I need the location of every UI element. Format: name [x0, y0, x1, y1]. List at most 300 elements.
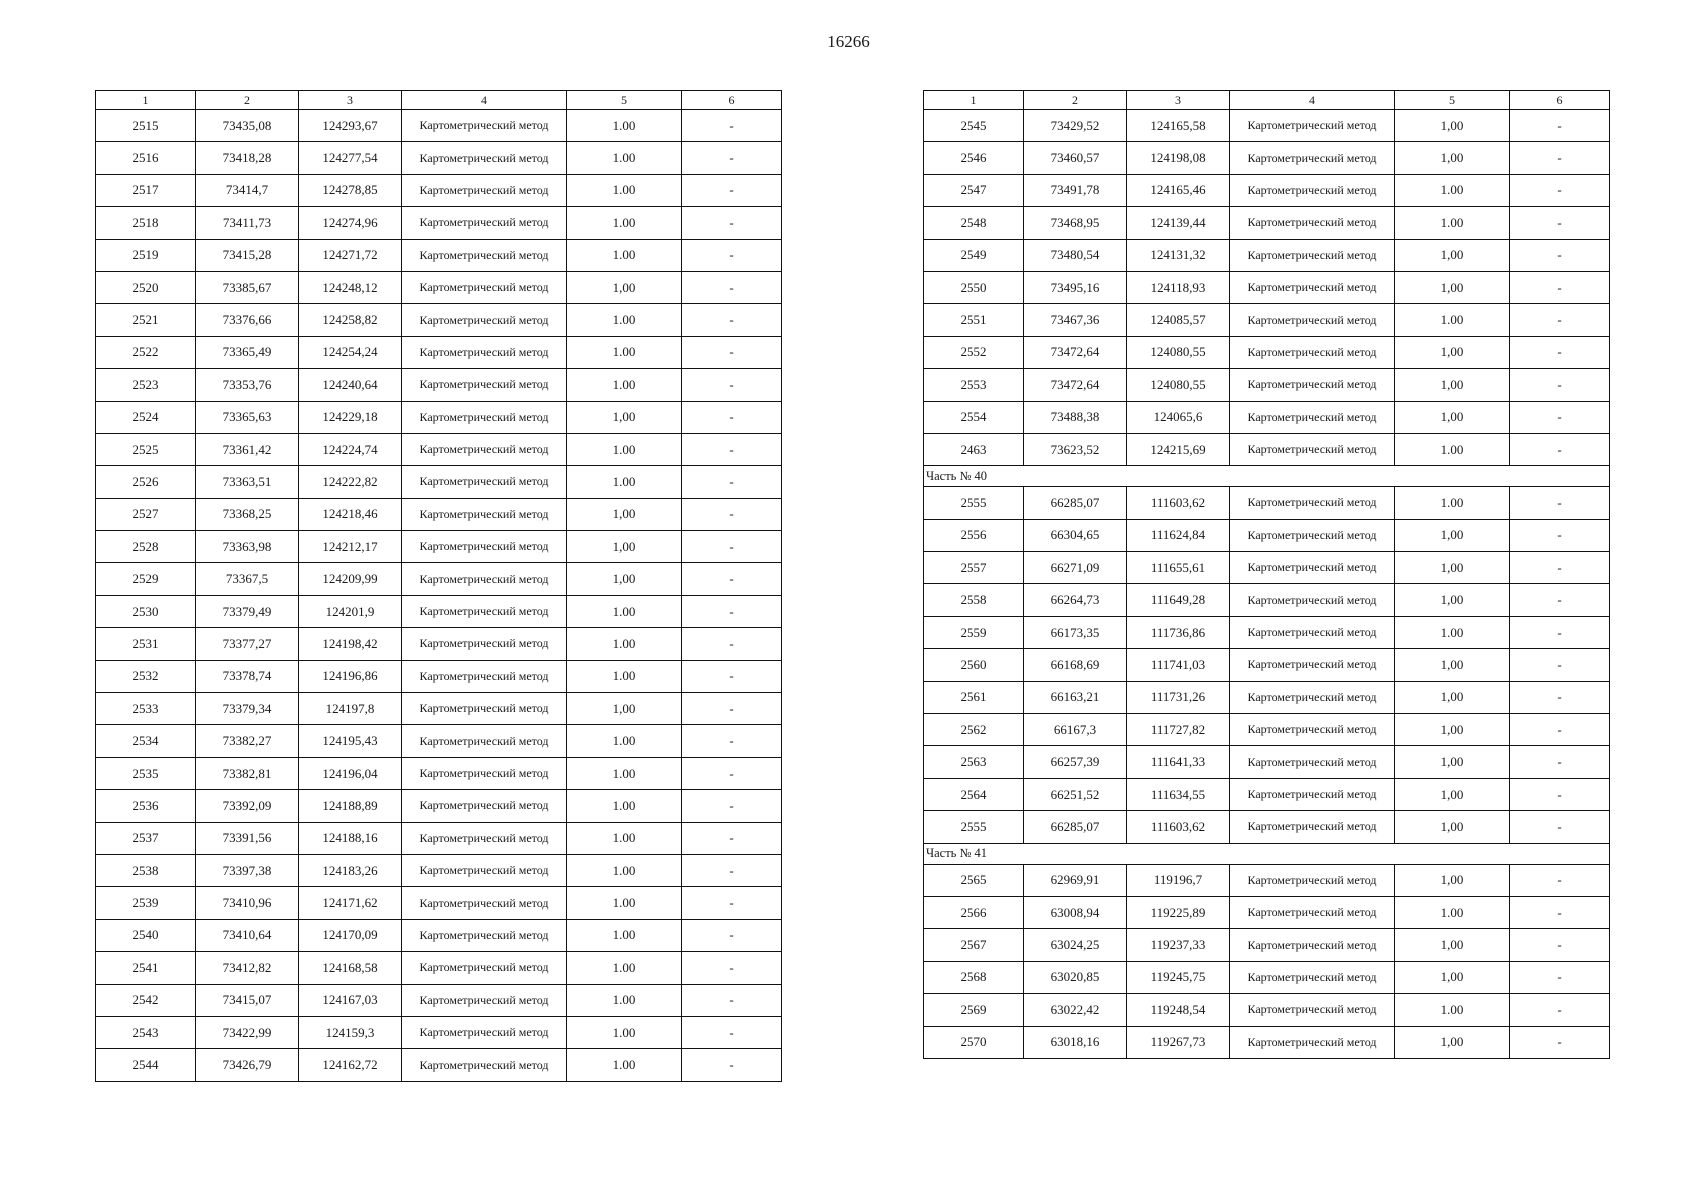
- x-coordinate-cell: 73415,07: [196, 984, 299, 1016]
- table-row: [96, 369, 782, 401]
- y-coordinate-cell: 124277,54: [299, 142, 402, 174]
- note-cell: -: [1510, 142, 1610, 174]
- note-cell: -: [682, 595, 782, 627]
- accuracy-cell: 1.00: [567, 174, 682, 206]
- x-coordinate-cell: 73379,34: [196, 693, 299, 725]
- accuracy-cell: 1.00: [567, 952, 682, 984]
- accuracy-cell: 1,00: [567, 401, 682, 433]
- method-cell: Картометрический метод: [402, 919, 567, 951]
- point-number-cell: 2540: [96, 919, 196, 951]
- table-row: [924, 142, 1610, 174]
- point-number-cell: 2555: [924, 487, 1024, 519]
- accuracy-cell: 1,00: [1395, 401, 1510, 433]
- method-cell: Картометрический метод: [402, 174, 567, 206]
- table-row: [924, 1026, 1610, 1058]
- y-coordinate-cell: 124159,3: [299, 1016, 402, 1048]
- x-coordinate-cell: 73418,28: [196, 142, 299, 174]
- point-number-cell: 2549: [924, 239, 1024, 271]
- table-row: [96, 563, 782, 595]
- x-coordinate-cell: 73429,52: [1024, 110, 1127, 142]
- method-cell: Картометрический метод: [1230, 681, 1395, 713]
- y-coordinate-cell: 119267,73: [1127, 1026, 1230, 1058]
- y-coordinate-cell: 111603,62: [1127, 811, 1230, 843]
- note-cell: -: [1510, 304, 1610, 336]
- method-cell: Картометрический метод: [402, 271, 567, 303]
- note-cell: -: [1510, 110, 1610, 142]
- x-coordinate-cell: 73623,52: [1024, 433, 1127, 465]
- method-cell: Картометрический метод: [1230, 207, 1395, 239]
- note-cell: -: [682, 693, 782, 725]
- column-header: 3: [1127, 91, 1230, 110]
- accuracy-cell: 1,00: [1395, 778, 1510, 810]
- accuracy-cell: 1.00: [1395, 304, 1510, 336]
- point-number-cell: 2555: [924, 811, 1024, 843]
- table-row: [96, 693, 782, 725]
- accuracy-cell: 1.00: [567, 110, 682, 142]
- point-number-cell: 2523: [96, 369, 196, 401]
- point-number-cell: 2539: [96, 887, 196, 919]
- note-cell: -: [682, 466, 782, 498]
- x-coordinate-cell: 73472,64: [1024, 336, 1127, 368]
- table-row: [924, 519, 1610, 551]
- method-cell: Картометрический метод: [1230, 174, 1395, 206]
- table-row: [96, 822, 782, 854]
- table-row: [96, 401, 782, 433]
- method-cell: Картометрический метод: [1230, 896, 1395, 928]
- point-number-cell: 2566: [924, 896, 1024, 928]
- note-cell: -: [682, 887, 782, 919]
- y-coordinate-cell: 111603,62: [1127, 487, 1230, 519]
- x-coordinate-cell: 73426,79: [196, 1049, 299, 1081]
- note-cell: -: [682, 1016, 782, 1048]
- point-number-cell: 2530: [96, 595, 196, 627]
- table-header-row: [96, 91, 782, 110]
- table-row: [96, 142, 782, 174]
- method-cell: Картометрический метод: [402, 952, 567, 984]
- note-cell: -: [682, 919, 782, 951]
- table-row: [924, 174, 1610, 206]
- column-header: 4: [1230, 91, 1395, 110]
- point-number-cell: 2557: [924, 552, 1024, 584]
- y-coordinate-cell: 124198,42: [299, 628, 402, 660]
- table-row: [96, 1016, 782, 1048]
- method-cell: Картометрический метод: [1230, 142, 1395, 174]
- y-coordinate-cell: 124139,44: [1127, 207, 1230, 239]
- table-row: [96, 984, 782, 1016]
- method-cell: Картометрический метод: [1230, 487, 1395, 519]
- x-coordinate-cell: 73363,98: [196, 531, 299, 563]
- method-cell: Картометрический метод: [1230, 433, 1395, 465]
- accuracy-cell: 1,00: [1395, 961, 1510, 993]
- accuracy-cell: 1,00: [567, 531, 682, 563]
- y-coordinate-cell: 119237,33: [1127, 929, 1230, 961]
- accuracy-cell: 1,00: [1395, 746, 1510, 778]
- y-coordinate-cell: 124274,96: [299, 207, 402, 239]
- x-coordinate-cell: 73410,64: [196, 919, 299, 951]
- point-number-cell: 2543: [96, 1016, 196, 1048]
- note-cell: -: [682, 369, 782, 401]
- accuracy-cell: 1,00: [1395, 142, 1510, 174]
- x-coordinate-cell: 73368,25: [196, 498, 299, 530]
- method-cell: Картометрический метод: [1230, 1026, 1395, 1058]
- x-coordinate-cell: 62969,91: [1024, 864, 1127, 896]
- accuracy-cell: 1.00: [567, 207, 682, 239]
- x-coordinate-cell: 73415,28: [196, 239, 299, 271]
- y-coordinate-cell: 124258,82: [299, 304, 402, 336]
- method-cell: Картометрический метод: [402, 239, 567, 271]
- y-coordinate-cell: 124080,55: [1127, 336, 1230, 368]
- x-coordinate-cell: 63024,25: [1024, 929, 1127, 961]
- method-cell: Картометрический метод: [1230, 584, 1395, 616]
- column-header: 3: [299, 91, 402, 110]
- accuracy-cell: 1.00: [567, 142, 682, 174]
- note-cell: -: [1510, 746, 1610, 778]
- method-cell: Картометрический метод: [402, 207, 567, 239]
- table-row: [924, 552, 1610, 584]
- point-number-cell: 2548: [924, 207, 1024, 239]
- accuracy-cell: 1,00: [1395, 864, 1510, 896]
- table-row: [96, 336, 782, 368]
- method-cell: Картометрический метод: [1230, 239, 1395, 271]
- note-cell: -: [682, 174, 782, 206]
- table-row: [924, 811, 1610, 843]
- method-cell: Картометрический метод: [1230, 746, 1395, 778]
- note-cell: -: [1510, 961, 1610, 993]
- point-number-cell: 2531: [96, 628, 196, 660]
- x-coordinate-cell: 63020,85: [1024, 961, 1127, 993]
- table-header-row: [924, 91, 1610, 110]
- point-number-cell: 2550: [924, 271, 1024, 303]
- table-row: [924, 961, 1610, 993]
- accuracy-cell: 1,00: [1395, 271, 1510, 303]
- note-cell: -: [682, 433, 782, 465]
- note-cell: -: [682, 984, 782, 1016]
- x-coordinate-cell: 73397,38: [196, 854, 299, 886]
- point-number-cell: 2524: [96, 401, 196, 433]
- method-cell: Картометрический метод: [1230, 369, 1395, 401]
- point-number-cell: 2559: [924, 616, 1024, 648]
- section-row: [924, 466, 1610, 487]
- note-cell: -: [1510, 714, 1610, 746]
- note-cell: -: [1510, 584, 1610, 616]
- point-number-cell: 2556: [924, 519, 1024, 551]
- y-coordinate-cell: 124197,8: [299, 693, 402, 725]
- table-row: [96, 207, 782, 239]
- point-number-cell: 2570: [924, 1026, 1024, 1058]
- table-row: [924, 336, 1610, 368]
- method-cell: Картометрический метод: [402, 531, 567, 563]
- accuracy-cell: 1.00: [1395, 896, 1510, 928]
- table-row: [924, 649, 1610, 681]
- table-row: [924, 401, 1610, 433]
- x-coordinate-cell: 73480,54: [1024, 239, 1127, 271]
- y-coordinate-cell: 124195,43: [299, 725, 402, 757]
- note-cell: -: [1510, 433, 1610, 465]
- accuracy-cell: 1,00: [1395, 519, 1510, 551]
- method-cell: Картометрический метод: [1230, 552, 1395, 584]
- accuracy-cell: 1.00: [567, 1016, 682, 1048]
- accuracy-cell: 1.00: [567, 790, 682, 822]
- point-number-cell: 2560: [924, 649, 1024, 681]
- table-row: [924, 681, 1610, 713]
- y-coordinate-cell: 111641,33: [1127, 746, 1230, 778]
- note-cell: -: [1510, 994, 1610, 1026]
- accuracy-cell: 1.00: [567, 304, 682, 336]
- y-coordinate-cell: 119245,75: [1127, 961, 1230, 993]
- point-number-cell: 2535: [96, 757, 196, 789]
- y-coordinate-cell: 124293,67: [299, 110, 402, 142]
- note-cell: -: [682, 401, 782, 433]
- note-cell: -: [1510, 896, 1610, 928]
- x-coordinate-cell: 73365,49: [196, 336, 299, 368]
- table-row: [924, 778, 1610, 810]
- accuracy-cell: 1.00: [567, 1049, 682, 1081]
- point-number-cell: 2551: [924, 304, 1024, 336]
- y-coordinate-cell: 124183,26: [299, 854, 402, 886]
- note-cell: -: [682, 110, 782, 142]
- method-cell: Картометрический метод: [1230, 811, 1395, 843]
- table-row: [924, 487, 1610, 519]
- table-row: [96, 887, 782, 919]
- y-coordinate-cell: 124170,09: [299, 919, 402, 951]
- x-coordinate-cell: 73467,36: [1024, 304, 1127, 336]
- method-cell: Картометрический метод: [402, 660, 567, 692]
- y-coordinate-cell: 124278,85: [299, 174, 402, 206]
- point-number-cell: 2529: [96, 563, 196, 595]
- y-coordinate-cell: 119196,7: [1127, 864, 1230, 896]
- accuracy-cell: 1,00: [1395, 811, 1510, 843]
- table-row: [96, 531, 782, 563]
- point-number-cell: 2553: [924, 369, 1024, 401]
- x-coordinate-cell: 73422,99: [196, 1016, 299, 1048]
- accuracy-cell: 1.00: [1395, 487, 1510, 519]
- method-cell: Картометрический метод: [402, 401, 567, 433]
- table-row: [96, 110, 782, 142]
- x-coordinate-cell: 73378,74: [196, 660, 299, 692]
- method-cell: Картометрический метод: [1230, 616, 1395, 648]
- method-cell: Картометрический метод: [1230, 110, 1395, 142]
- point-number-cell: 2547: [924, 174, 1024, 206]
- y-coordinate-cell: 124168,58: [299, 952, 402, 984]
- y-coordinate-cell: 124080,55: [1127, 369, 1230, 401]
- accuracy-cell: 1.00: [567, 660, 682, 692]
- note-cell: -: [1510, 239, 1610, 271]
- point-number-cell: 2521: [96, 304, 196, 336]
- method-cell: Картометрический метод: [402, 725, 567, 757]
- note-cell: -: [1510, 336, 1610, 368]
- point-number-cell: 2561: [924, 681, 1024, 713]
- note-cell: -: [682, 336, 782, 368]
- table-row: [924, 994, 1610, 1026]
- accuracy-cell: 1.00: [567, 887, 682, 919]
- y-coordinate-cell: 124224,74: [299, 433, 402, 465]
- note-cell: -: [1510, 401, 1610, 433]
- y-coordinate-cell: 111731,26: [1127, 681, 1230, 713]
- method-cell: Картометрический метод: [402, 304, 567, 336]
- y-coordinate-cell: 124171,62: [299, 887, 402, 919]
- x-coordinate-cell: 73376,66: [196, 304, 299, 336]
- method-cell: Картометрический метод: [1230, 994, 1395, 1026]
- accuracy-cell: 1.00: [567, 433, 682, 465]
- accuracy-cell: 1,00: [1395, 681, 1510, 713]
- accuracy-cell: 1,00: [1395, 929, 1510, 961]
- point-number-cell: 2526: [96, 466, 196, 498]
- method-cell: Картометрический метод: [1230, 778, 1395, 810]
- method-cell: Картометрический метод: [402, 142, 567, 174]
- y-coordinate-cell: 124188,16: [299, 822, 402, 854]
- y-coordinate-cell: 124162,72: [299, 1049, 402, 1081]
- accuracy-cell: 1.00: [567, 239, 682, 271]
- table-row: [96, 952, 782, 984]
- y-coordinate-cell: 124248,12: [299, 271, 402, 303]
- method-cell: Картометрический метод: [402, 757, 567, 789]
- x-coordinate-cell: 73414,7: [196, 174, 299, 206]
- y-coordinate-cell: 124201,9: [299, 595, 402, 627]
- note-cell: -: [682, 854, 782, 886]
- point-number-cell: 2563: [924, 746, 1024, 778]
- accuracy-cell: 1.00: [567, 725, 682, 757]
- point-number-cell: 2518: [96, 207, 196, 239]
- note-cell: -: [682, 531, 782, 563]
- x-coordinate-cell: 73495,16: [1024, 271, 1127, 303]
- note-cell: -: [1510, 778, 1610, 810]
- column-header: 5: [567, 91, 682, 110]
- note-cell: -: [1510, 552, 1610, 584]
- y-coordinate-cell: 119225,89: [1127, 896, 1230, 928]
- y-coordinate-cell: 111741,03: [1127, 649, 1230, 681]
- accuracy-cell: 1,00: [1395, 369, 1510, 401]
- accuracy-cell: 1.00: [1395, 616, 1510, 648]
- table-row: [924, 584, 1610, 616]
- note-cell: -: [1510, 519, 1610, 551]
- x-coordinate-cell: 66163,21: [1024, 681, 1127, 713]
- y-coordinate-cell: 124188,89: [299, 790, 402, 822]
- point-number-cell: 2515: [96, 110, 196, 142]
- y-coordinate-cell: 124165,46: [1127, 174, 1230, 206]
- table-row: [924, 896, 1610, 928]
- point-number-cell: 2569: [924, 994, 1024, 1026]
- note-cell: -: [1510, 369, 1610, 401]
- x-coordinate-cell: 73410,96: [196, 887, 299, 919]
- y-coordinate-cell: 124215,69: [1127, 433, 1230, 465]
- y-coordinate-cell: 124198,08: [1127, 142, 1230, 174]
- table-row: [96, 854, 782, 886]
- section-title: Часть № 41: [924, 843, 1610, 864]
- y-coordinate-cell: 124222,82: [299, 466, 402, 498]
- y-coordinate-cell: 124118,93: [1127, 271, 1230, 303]
- accuracy-cell: 1,00: [567, 271, 682, 303]
- y-coordinate-cell: 124229,18: [299, 401, 402, 433]
- table-row: [96, 304, 782, 336]
- note-cell: -: [682, 498, 782, 530]
- point-number-cell: 2546: [924, 142, 1024, 174]
- accuracy-cell: 1,00: [1395, 649, 1510, 681]
- point-number-cell: 2525: [96, 433, 196, 465]
- method-cell: Картометрический метод: [402, 110, 567, 142]
- y-coordinate-cell: 124167,03: [299, 984, 402, 1016]
- accuracy-cell: 1.00: [567, 466, 682, 498]
- method-cell: Картометрический метод: [402, 790, 567, 822]
- y-coordinate-cell: 124240,64: [299, 369, 402, 401]
- note-cell: -: [682, 207, 782, 239]
- x-coordinate-cell: 73377,27: [196, 628, 299, 660]
- note-cell: -: [682, 239, 782, 271]
- note-cell: -: [682, 757, 782, 789]
- note-cell: -: [682, 952, 782, 984]
- coordinates-table-right: [923, 90, 1610, 1059]
- x-coordinate-cell: 66285,07: [1024, 487, 1127, 519]
- table-row: [924, 433, 1610, 465]
- x-coordinate-cell: 66271,09: [1024, 552, 1127, 584]
- x-coordinate-cell: 73361,42: [196, 433, 299, 465]
- x-coordinate-cell: 73488,38: [1024, 401, 1127, 433]
- y-coordinate-cell: 124131,32: [1127, 239, 1230, 271]
- method-cell: Картометрический метод: [1230, 714, 1395, 746]
- x-coordinate-cell: 73385,67: [196, 271, 299, 303]
- y-coordinate-cell: 124212,17: [299, 531, 402, 563]
- y-coordinate-cell: 111727,82: [1127, 714, 1230, 746]
- accuracy-cell: 1.00: [1395, 433, 1510, 465]
- point-number-cell: 2533: [96, 693, 196, 725]
- column-header: 2: [196, 91, 299, 110]
- note-cell: -: [1510, 649, 1610, 681]
- table-row: [924, 616, 1610, 648]
- y-coordinate-cell: 124065,6: [1127, 401, 1230, 433]
- note-cell: -: [682, 790, 782, 822]
- table-row: [924, 714, 1610, 746]
- method-cell: Картометрический метод: [1230, 271, 1395, 303]
- method-cell: Картометрический метод: [1230, 336, 1395, 368]
- y-coordinate-cell: 124209,99: [299, 563, 402, 595]
- note-cell: -: [1510, 1026, 1610, 1058]
- table-row: [924, 864, 1610, 896]
- y-coordinate-cell: 111624,84: [1127, 519, 1230, 551]
- section-title: Часть № 40: [924, 466, 1610, 487]
- x-coordinate-cell: 66173,35: [1024, 616, 1127, 648]
- x-coordinate-cell: 73491,78: [1024, 174, 1127, 206]
- point-number-cell: 2538: [96, 854, 196, 886]
- x-coordinate-cell: 73363,51: [196, 466, 299, 498]
- accuracy-cell: 1.00: [567, 369, 682, 401]
- table-row: [924, 271, 1610, 303]
- note-cell: -: [682, 271, 782, 303]
- accuracy-cell: 1.00: [567, 595, 682, 627]
- method-cell: Картометрический метод: [402, 433, 567, 465]
- table-row: [96, 919, 782, 951]
- table-row: [96, 628, 782, 660]
- accuracy-cell: 1,00: [1395, 1026, 1510, 1058]
- point-number-cell: 2545: [924, 110, 1024, 142]
- method-cell: Картометрический метод: [402, 984, 567, 1016]
- point-number-cell: 2517: [96, 174, 196, 206]
- accuracy-cell: 1.00: [567, 984, 682, 1016]
- table-row: [96, 757, 782, 789]
- table-row: [96, 433, 782, 465]
- method-cell: Картометрический метод: [402, 628, 567, 660]
- accuracy-cell: 1.00: [1395, 207, 1510, 239]
- method-cell: Картометрический метод: [1230, 519, 1395, 551]
- x-coordinate-cell: 66304,65: [1024, 519, 1127, 551]
- method-cell: Картометрический метод: [402, 822, 567, 854]
- table-row: [924, 929, 1610, 961]
- x-coordinate-cell: 73435,08: [196, 110, 299, 142]
- accuracy-cell: 1,00: [1395, 552, 1510, 584]
- column-header: 1: [924, 91, 1024, 110]
- table-row: [924, 304, 1610, 336]
- x-coordinate-cell: 73379,49: [196, 595, 299, 627]
- method-cell: Картометрический метод: [402, 336, 567, 368]
- x-coordinate-cell: 63018,16: [1024, 1026, 1127, 1058]
